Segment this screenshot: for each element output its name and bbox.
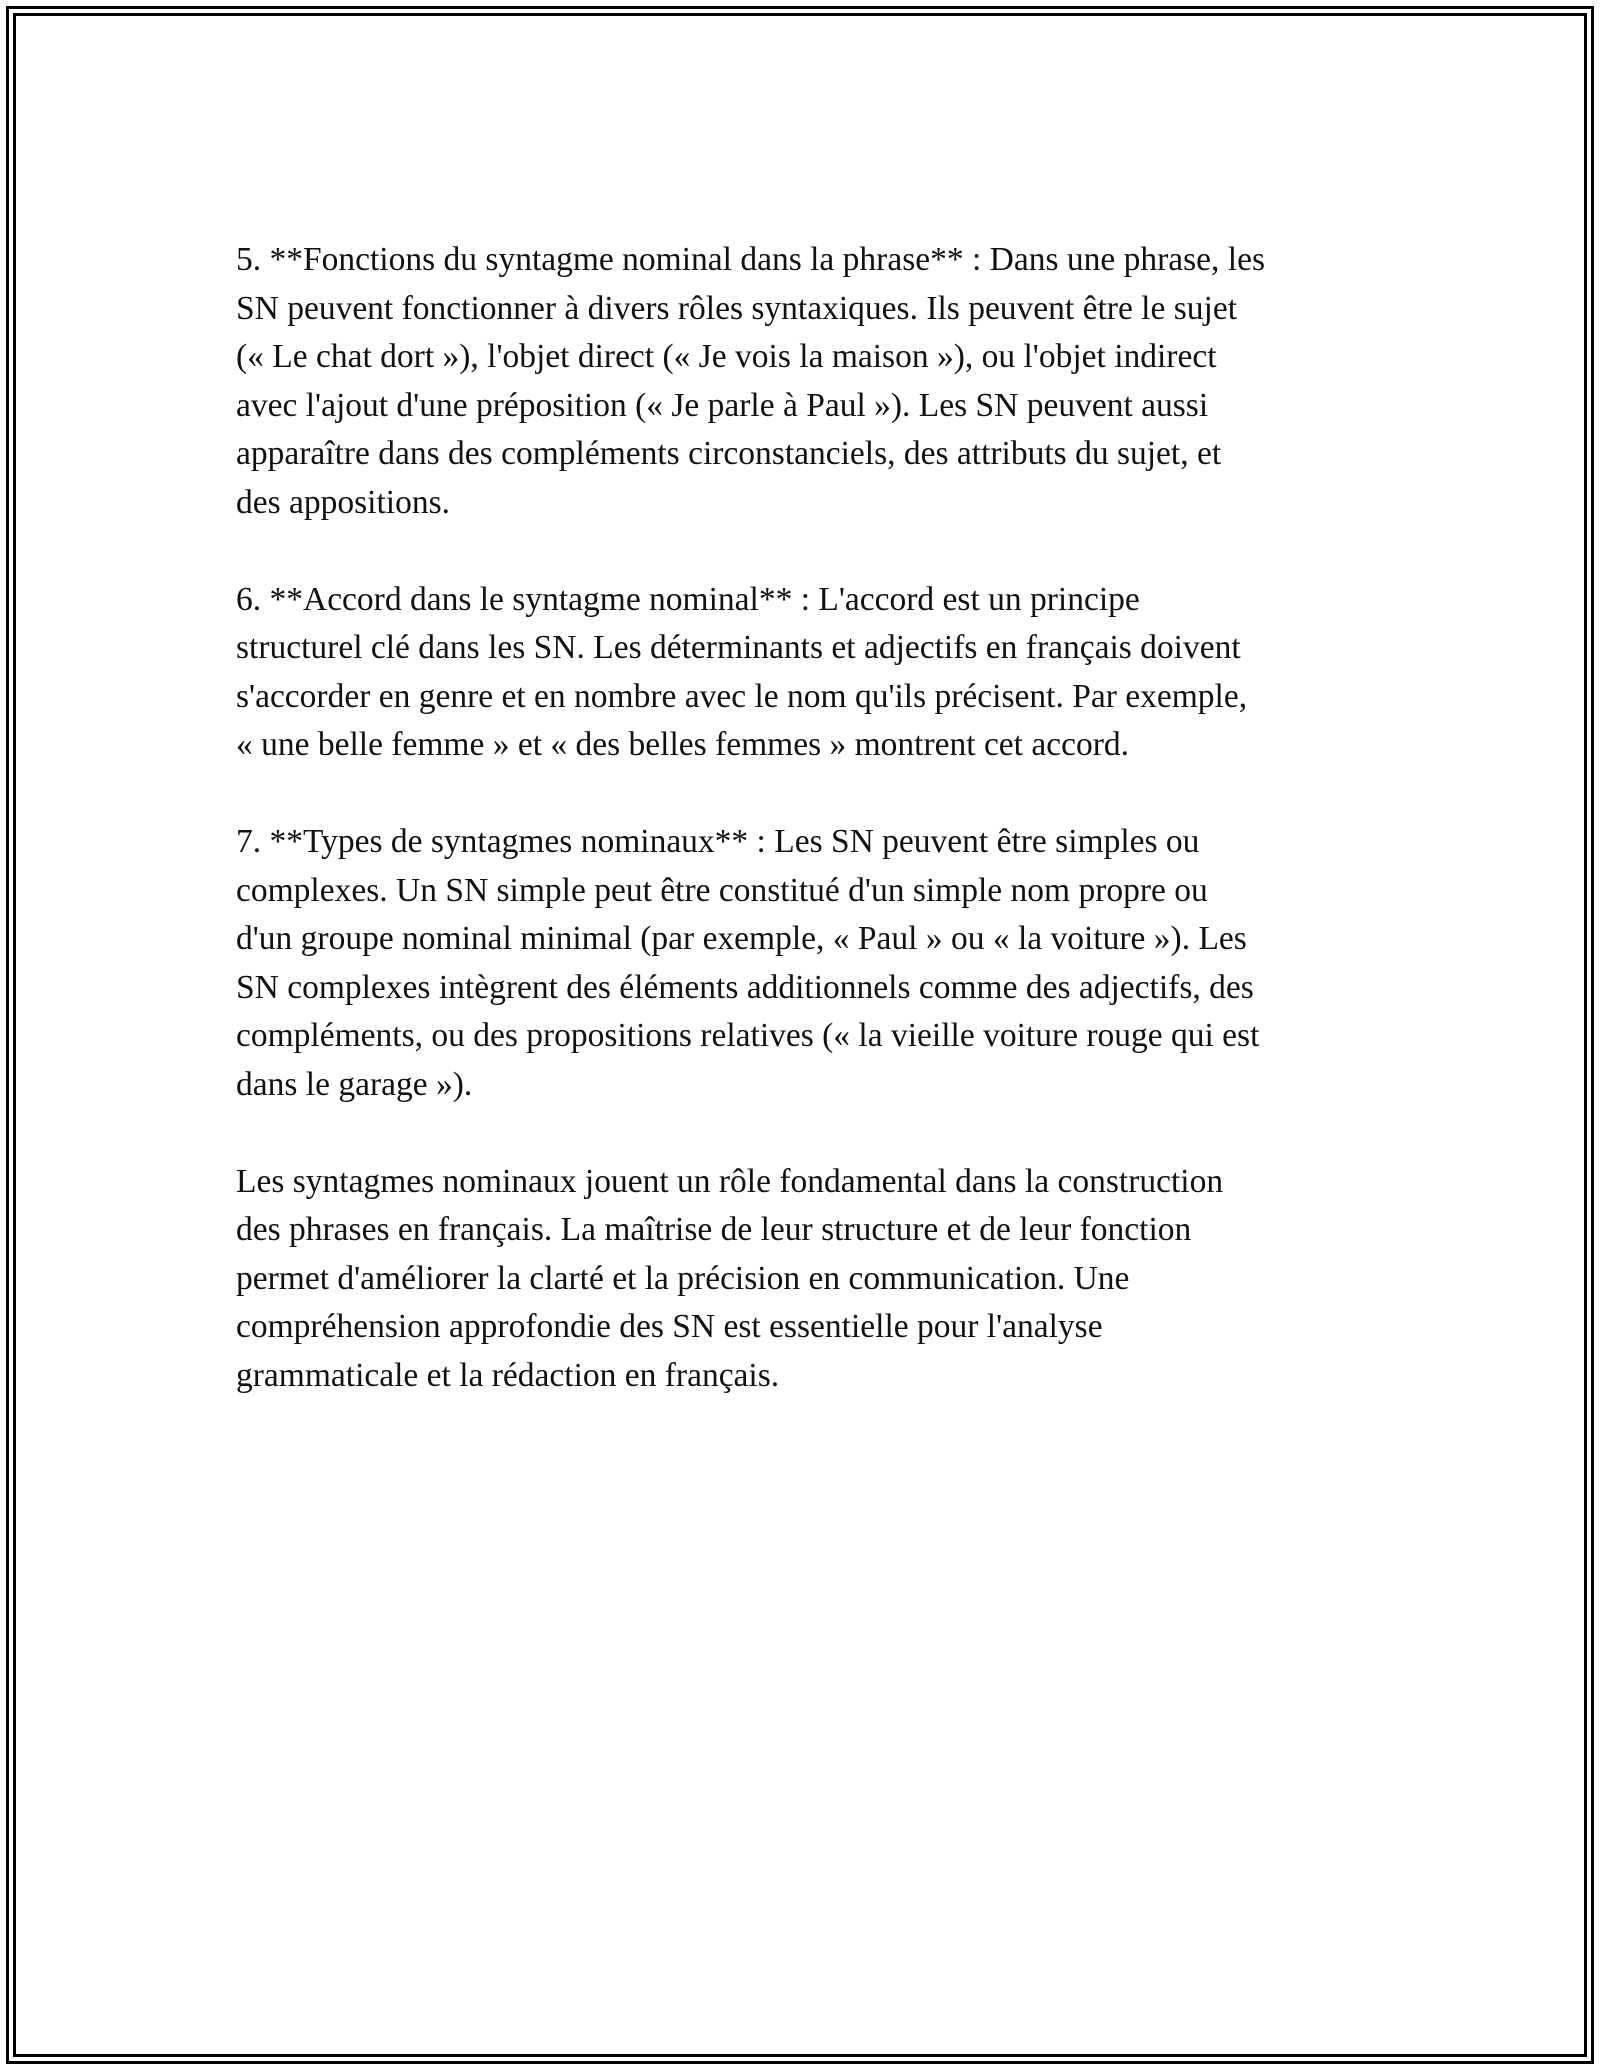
text-line: d'un groupe nominal minimal (par exemple, « Paul » ou « la voiture »). Les xyxy=(236,920,1247,957)
text-line: dans le garage »). xyxy=(236,1065,473,1103)
paragraph-conclusion xyxy=(236,1158,1386,1401)
text-line: des phrases en français. La maîtrise de leur structure et de leur fonction xyxy=(236,1211,1192,1248)
paragraph-fonctions xyxy=(236,236,1386,527)
text-line: apparaître dans des compléments circonstanciels, des attributs du sujet, et xyxy=(236,435,1222,472)
text-line: SN peuvent fonctionner à divers rôles syntaxiques. Ils peuvent être le sujet xyxy=(236,289,1238,327)
paragraph-types xyxy=(236,818,1386,1109)
text-line: SN complexes intègrent des éléments additionnels comme des adjectifs, des xyxy=(236,968,1254,1006)
text-line: compléments, ou des propositions relatives (« la vieille voiture rouge qui est xyxy=(236,1017,1260,1054)
text-line: avec l'ajout d'une préposition (« Je parle à Paul »). Les SN peuvent aussi xyxy=(236,386,1209,424)
text-line: 6. **Accord dans le syntagme nominal** : L'accord est un principe xyxy=(236,580,1140,618)
paragraph-accord xyxy=(236,576,1386,770)
text-line: compréhension approfondie des SN est essentielle pour l'analyse xyxy=(236,1308,1103,1345)
text-line: permet d'améliorer la clarté et la précision en communication. Une xyxy=(236,1259,1130,1297)
text-line: s'accorder en genre et en nombre avec le nom qu'ils précisent. Par exemple, xyxy=(236,677,1248,715)
text-line: 7. **Types de syntagmes nominaux** : Les SN peuvent être simples ou xyxy=(236,823,1200,860)
text-line: « une belle femme » et « des belles femmes » montrent cet accord. xyxy=(236,726,1130,763)
text-line: Les syntagmes nominaux jouent un rôle fondamental dans la construction xyxy=(236,1162,1224,1200)
text-line: (« Le chat dort »), l'objet direct (« Je vois la maison »), ou l'objet indirect xyxy=(236,338,1217,375)
text-line: complexes. Un SN simple peut être constitué d'un simple nom propre ou xyxy=(236,871,1208,909)
text-line: des appositions. xyxy=(236,483,451,521)
text-line: grammaticale et la rédaction en français. xyxy=(236,1356,780,1394)
document-body xyxy=(236,236,1386,1449)
text-line: structurel clé dans les SN. Les déterminants et adjectifs en français doivent xyxy=(236,629,1241,666)
text-line: 5. **Fonctions du syntagme nominal dans la phrase** : Dans une phrase, les xyxy=(236,241,1266,278)
